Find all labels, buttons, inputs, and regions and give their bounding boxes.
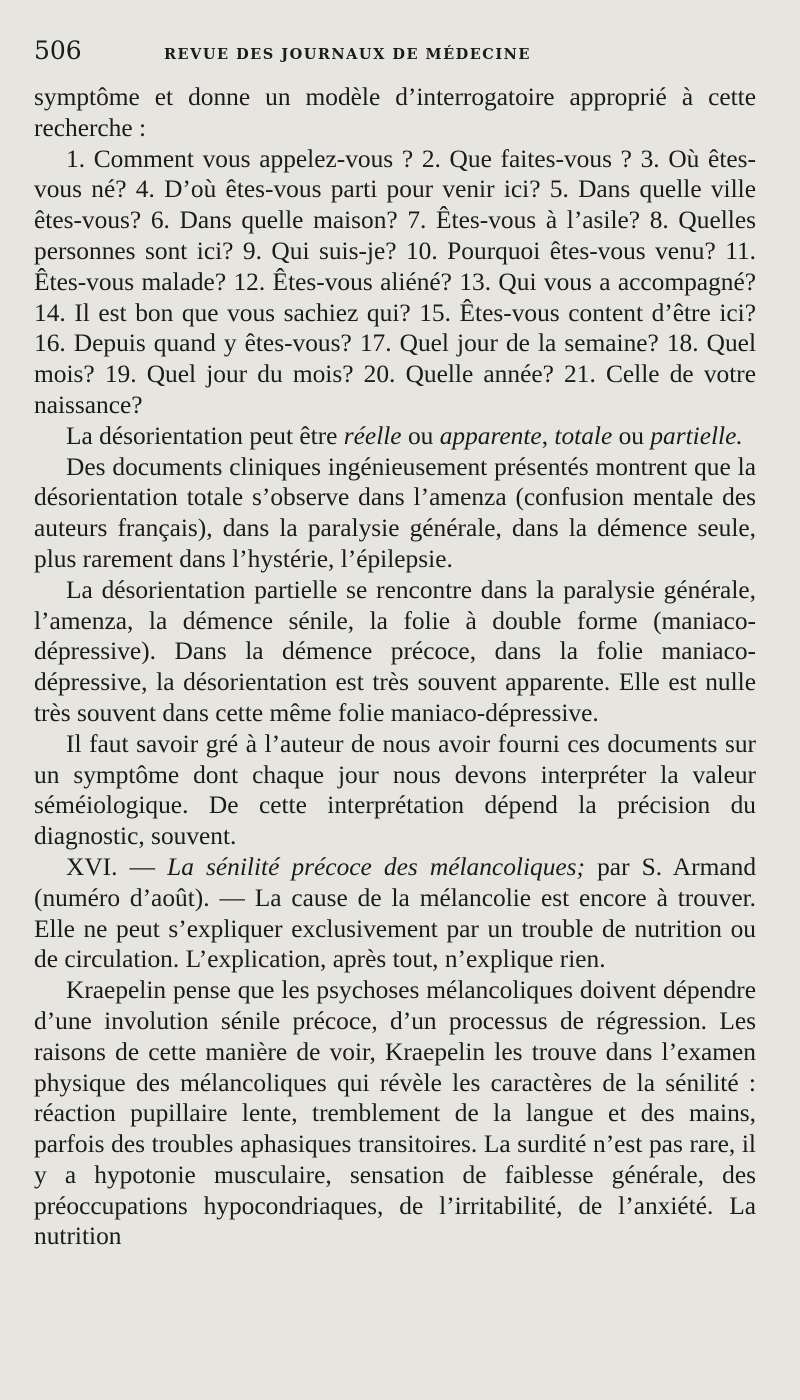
- paragraph-total-disorientation: Des documents cliniques ingénieusement présentés montrent que la désorientation totale s’observe dans l’amenza (confusion mentale des auteurs français), dans la paralysie générale, dans la démence seule, plus rarement dans l’hystérie, l’épilepsie.: [34, 452, 756, 573]
- paragraph-partial-disorientation: La désorientation partielle se rencontre dans la paralysie générale, l’amenza, la démence sénile, la folie à double forme (maniaco-dépressive). Dans la démence précoce, dans la folie maniaco-dépressive, la désorientation est très souvent apparente. Elle est nulle très souvent dans cette même folie maniaco-dépressive.: [34, 575, 756, 727]
- body-text: [34, 82, 756, 1252]
- page-number: 506: [34, 36, 82, 65]
- paragraph-questionnaire: 1. Comment vous appelez-vous ? 2. Que faites-vous ? 3. Où êtes-vous né? 4. D’où êtes-vous parti pour venir ici? 5. Dans quelle ville êtes-vous? 6. Dans quelle maison? 7. Êtes-vous à l’asile? 8. Quelles personnes sont ici? 9. Qui suis-je? 10. Pourquoi êtes-vous venu? 11. Êtes-vous malade? 12. Êtes-vous aliéné? 13. Qui vous a accompagné? 14. Il est bon que vous sachiez qui? 15. Êtes-vous content d’être ici? 16. Depuis quand y êtes-vous? 17. Quel jour de la semaine? 18. Quel mois? 19. Quel jour du mois? 20. Quelle année? 21. Celle de votre naissance?: [34, 144, 756, 419]
- paragraph-acknowledgement: Il faut savoir gré à l’auteur de nous avoir fourni ces documents sur un symptôme dont chaque jour nous devons interpréter la valeur séméiologique. De cette interprétation dépend la précision du diagnostic, souvent.: [34, 729, 756, 851]
- paragraph-kraepelin: Kraepelin pense que les psychoses mélancoliques doivent dépendre d’une involution sénile précoce, d’un processus de régression. Les raisons de cette manière de voir, Kraepelin les trouve dans l’examen physique des mélancoliques qui révèle les caractères de la sénilité : réaction pupillaire lente, tremblement de la langue et des mains, parfois des troubles aphasiques transitoires. La surdité n’est pas rare, il y a hypotonie musculaire, sensation de faiblesse générale, des préoccupations hypocondriaques, de l’irritabilité, de l’anxiété. La nutrition: [34, 976, 756, 1251]
- paragraph-section-xvi: XVI. — La sénilité précoce des mélancoliques; par S. Armand (numéro d’août). — La cause de la mélancolie est encore à trouver. Elle ne peut s’expliquer exclusivement par un trouble de nutrition ou de circulation. L’explication, après tout, n’explique rien.: [34, 852, 757, 974]
- page-header: [34, 36, 756, 78]
- running-head: REVUE DES JOURNAUX DE MÉDECINE: [164, 46, 531, 63]
- paragraph-disorientation-types: La désorientation peut être réelle ou apparente, totale ou partielle.: [66, 421, 743, 450]
- paragraph-intro: symptôme et donne un modèle d’interrogatoire approprié à cette recherche :: [34, 83, 756, 142]
